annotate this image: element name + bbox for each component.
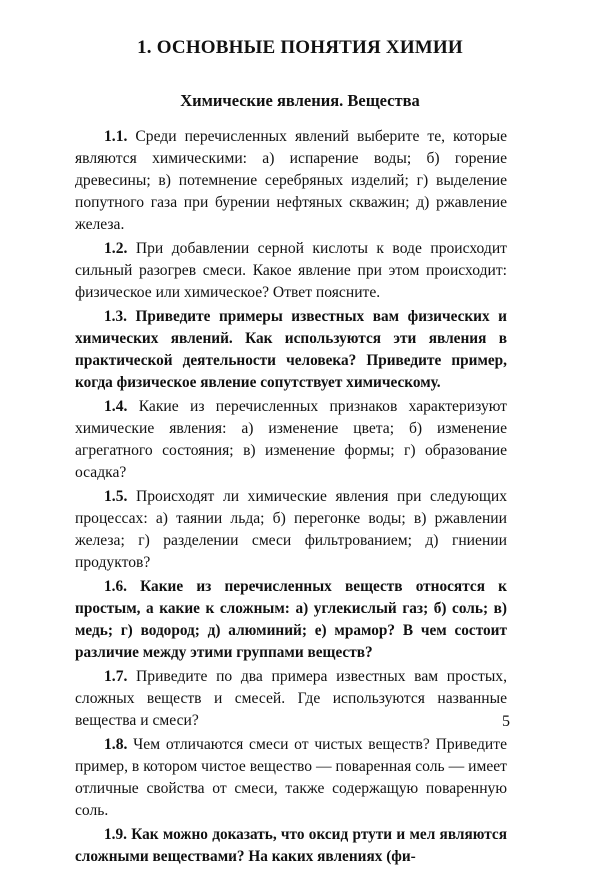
problem-number: 1.8.	[104, 736, 128, 753]
problem-list	[75, 126, 507, 870]
problem-number: 1.3.	[104, 308, 127, 325]
chapter-title: 1. ОСНОВНЫЕ ПОНЯТИЯ ХИМИИ	[137, 37, 463, 58]
problem-text: Какие из перечисленных признаков характеризуют химические явления: а) изменение цвета; б) изменение агрегатного состояния; в) изменение формы; г) образование осадка?	[75, 398, 507, 481]
problem-1-3	[75, 306, 507, 394]
problem-number: 1.9.	[104, 826, 127, 843]
page-number: 5	[502, 713, 510, 730]
problem-1-2	[75, 238, 507, 304]
problem-text: Приведите по два примера известных вам простых, сложных веществ и смесей. Где используются названные вещества и смеси?	[75, 668, 507, 729]
problem-number: 1.6.	[104, 578, 127, 595]
problem-text: Как можно доказать, что оксид ртути и мел являются сложными веществами? На каких явлениях (фи-	[75, 826, 508, 865]
problem-number: 1.1.	[104, 128, 128, 145]
problem-1-7	[75, 666, 507, 732]
problem-text: Среди перечисленных явлений выберите те, которые являются химическими: а) испарение воды; б) горение древесины; в) потемнение серебряных изделий; г) выделение попутного газа при бурении нефтяных скважин; д) ржавление железа.	[75, 128, 507, 233]
problem-number: 1.5.	[104, 488, 128, 505]
problem-number: 1.7.	[104, 668, 128, 685]
problem-1-5	[75, 486, 507, 574]
problem-text: Чем отличаются смеси от чистых веществ? Приведите пример, в котором чистое вещество — поваренная соль — имеет отличные свойства от смеси, также содержащую поваренную соль.	[75, 736, 507, 819]
problem-text: Приведите примеры известных вам физических и химических явлений. Как используются эти явления в практической деятельности человека? Приведите пример, когда физическое явление сопутствует химическому.	[75, 308, 507, 391]
problem-text: Происходят ли химические явления при следующих процессах: а) таянии льда; б) перегонке воды; в) ржавлении железа; г) разделении смеси фильтрованием; д) гниении продуктов?	[75, 488, 508, 571]
problem-1-6	[75, 576, 507, 664]
problem-text: При добавлении серной кислоты к воде происходит сильный разогрев смеси. Какое явление при этом происходит: физическое или химическое? Ответ поясните.	[75, 240, 507, 301]
problem-1-4	[75, 396, 507, 484]
problem-number: 1.2.	[104, 240, 128, 257]
problem-1-8	[75, 734, 507, 822]
problem-1-1	[75, 126, 507, 236]
problem-1-9	[75, 824, 507, 868]
problem-text: Какие из перечисленных веществ относятся к простым, а какие к сложным: а) углекислый газ; б) соль; в) медь; г) водород; д) алюминий; е) мрамор? В чем состоит различие между этими группами веществ?	[75, 578, 507, 661]
section-title: Химические явления. Вещества	[180, 91, 420, 110]
problem-number: 1.4.	[104, 398, 128, 415]
